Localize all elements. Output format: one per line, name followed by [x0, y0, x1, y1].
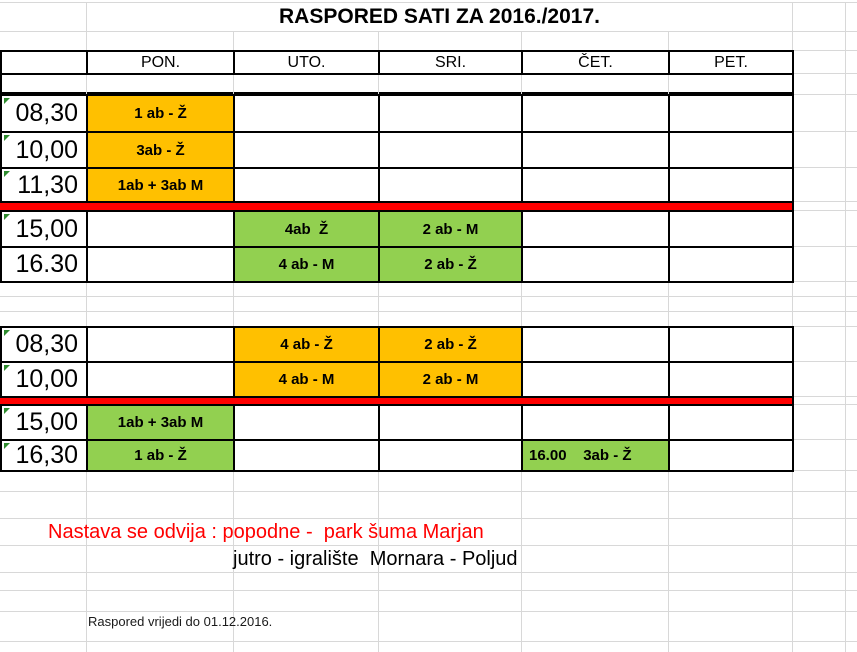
header-corner-cell: [0, 50, 86, 73]
empty-cell-sri: [378, 94, 521, 131]
empty-cell-cet: [521, 246, 668, 281]
cell-flag-icon: [4, 171, 10, 177]
note-afternoon-location: Nastava se odvija : popodne - park šuma Marjan: [48, 521, 484, 543]
empty-cell-pon: [86, 246, 233, 281]
empty-cell-cet: [521, 361, 668, 396]
empty-cell-cet: [521, 167, 668, 201]
empty-cell-sri: [378, 131, 521, 167]
empty-cell-cet: [521, 131, 668, 167]
empty-cell-cet: [521, 404, 668, 439]
table-bottom-border: [0, 470, 794, 472]
empty-cell-pet: [668, 361, 792, 396]
time-cell: 15,00: [0, 404, 86, 439]
cell-flag-icon: [4, 330, 10, 336]
schedule-cell-uto: 4 ab - Ž: [233, 326, 378, 361]
empty-cell-pet: [668, 210, 792, 246]
schedule-cell-uto: 4ab Ž: [233, 210, 378, 246]
schedule-cell-cet: 16.00 3ab - Ž: [521, 439, 668, 470]
schedule-cell-sri: 2 ab - M: [378, 210, 521, 246]
grid-hline: [0, 572, 857, 573]
grid-hline: [0, 491, 857, 492]
time-cell: 15,00: [0, 210, 86, 246]
schedule-cell-pon: 1ab + 3ab M: [86, 404, 233, 439]
day-header-uto: UTO.: [233, 50, 378, 73]
empty-cell-pet: [668, 167, 792, 201]
schedule-cell-uto: 4 ab - M: [233, 361, 378, 396]
schedule-cell-uto: 4 ab - M: [233, 246, 378, 281]
schedule-cell-pon: 1 ab - Ž: [86, 439, 233, 470]
empty-cell-pet: [668, 439, 792, 470]
cell-flag-icon: [4, 98, 10, 104]
schedule-cell-sri: 2 ab - M: [378, 361, 521, 396]
day-header-pon: PON.: [86, 50, 233, 73]
grid-hline: [0, 641, 857, 642]
spacer-gridline: [86, 75, 87, 94]
table-right-border: [792, 50, 794, 283]
empty-cell-pon: [86, 210, 233, 246]
spacer-gridline: [378, 75, 379, 94]
cell-flag-icon: [4, 135, 10, 141]
empty-cell-sri: [378, 404, 521, 439]
schedule-cell-sri: 2 ab - Ž: [378, 326, 521, 361]
table-bottom-border: [0, 281, 794, 283]
empty-cell-pon: [86, 361, 233, 396]
empty-cell-uto: [233, 94, 378, 131]
empty-cell-sri: [378, 439, 521, 470]
page-title: RASPORED SATI ZA 2016./2017.: [279, 5, 600, 28]
cell-flag-icon: [4, 214, 10, 220]
day-header-pet: PET.: [668, 50, 792, 73]
time-cell: 08,30: [0, 326, 86, 361]
empty-cell-uto: [233, 439, 378, 470]
spacer-gridline: [233, 75, 234, 94]
day-header-cet: ČET.: [521, 50, 668, 73]
empty-cell-uto: [233, 167, 378, 201]
empty-cell-pet: [668, 246, 792, 281]
empty-cell-uto: [233, 404, 378, 439]
grid-hline: [0, 590, 857, 591]
table-right-border: [792, 326, 794, 472]
time-cell: 16.30: [0, 246, 86, 281]
grid-hline: [0, 296, 857, 297]
grid-vline: [845, 2, 846, 652]
empty-cell-pet: [668, 131, 792, 167]
cell-flag-icon: [4, 408, 10, 414]
empty-cell-pet: [668, 94, 792, 131]
note-morning-location: jutro - igralište Mornara - Poljud: [233, 548, 518, 570]
cell-flag-icon: [4, 365, 10, 371]
grid-hline: [0, 31, 857, 32]
schedule-cell-sri: 2 ab - Ž: [378, 246, 521, 281]
empty-cell-cet: [521, 210, 668, 246]
title-cell: [87, 3, 792, 31]
schedule-cell-pon: 1 ab - Ž: [86, 94, 233, 131]
empty-cell-pet: [668, 404, 792, 439]
validity-note: Raspored vrijedi do 01.12.2016.: [88, 614, 273, 629]
day-header-sri: SRI.: [378, 50, 521, 73]
empty-cell-cet: [521, 326, 668, 361]
empty-cell-cet: [521, 94, 668, 131]
time-cell: 11,30: [0, 167, 86, 201]
time-cell: 10,00: [0, 361, 86, 396]
schedule-cell-pon: 1ab + 3ab M: [86, 167, 233, 201]
empty-cell-sri: [378, 167, 521, 201]
time-cell: 10,00: [0, 131, 86, 167]
spacer-gridline: [521, 75, 522, 94]
grid-hline: [0, 611, 857, 612]
empty-cell-uto: [233, 131, 378, 167]
empty-cell-pon: [86, 326, 233, 361]
spacer-row: [0, 73, 794, 94]
time-cell: 08,30: [0, 94, 86, 131]
spacer-gridline: [668, 75, 669, 94]
time-cell: 16,30: [0, 439, 86, 470]
empty-cell-pet: [668, 326, 792, 361]
grid-hline: [0, 311, 857, 312]
cell-flag-icon: [4, 443, 10, 449]
schedule-cell-pon: 3ab - Ž: [86, 131, 233, 167]
